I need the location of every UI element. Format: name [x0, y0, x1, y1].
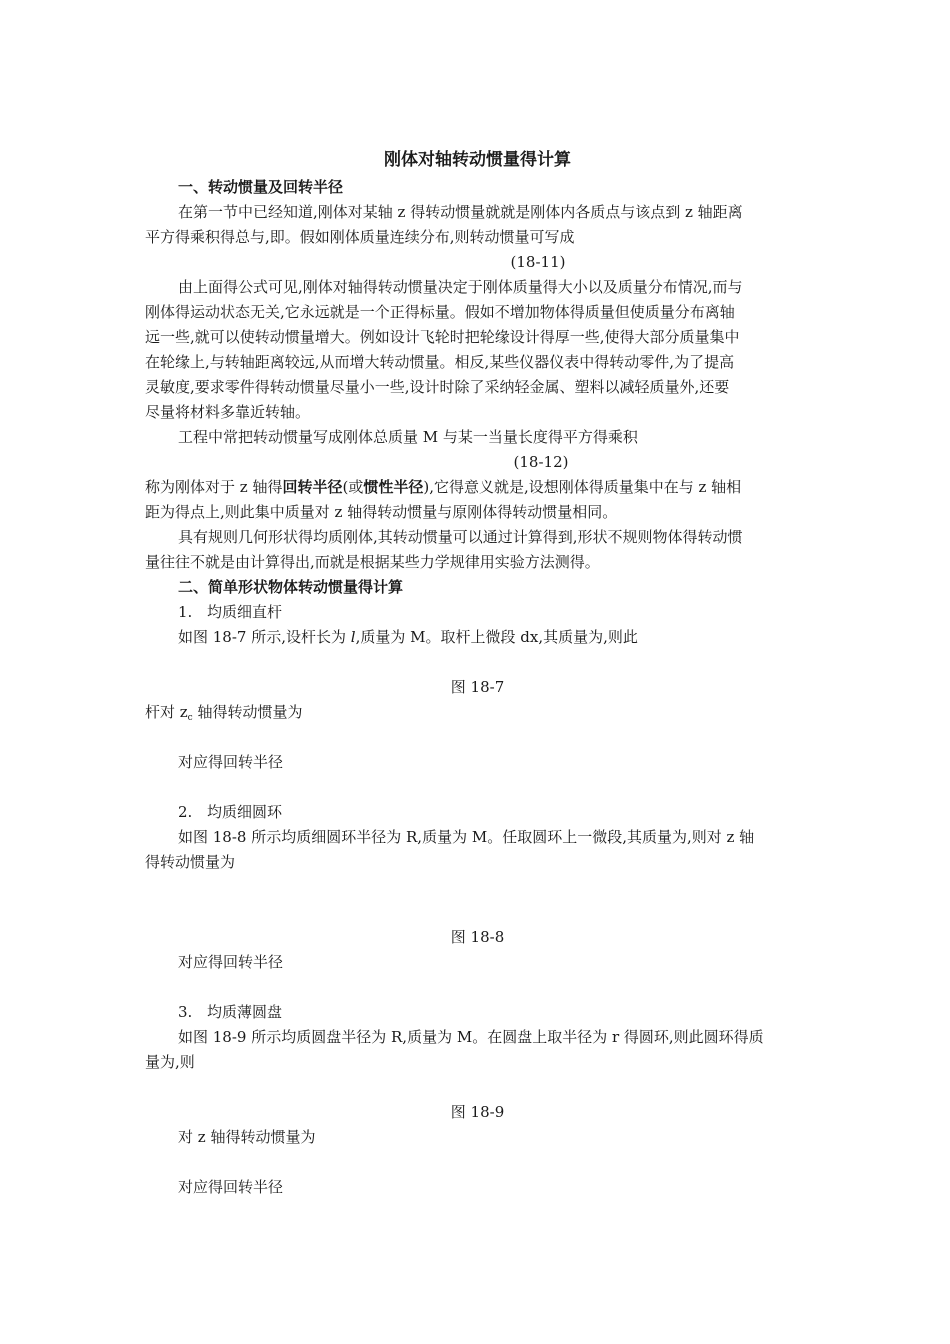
paragraph-2-line-3: 远一些,就可以使转动惯量增大。例如设计飞轮时把轮缘设计得厚一些,使得大部分质量集中 [145, 328, 740, 346]
paragraph-5-line-2: 量往往不就是由计算得出,而就是根据某些力学规律用实验方法测得。 [145, 553, 600, 571]
paragraph-4-text-b: (或 [342, 478, 364, 496]
page-title: 刚体对轴转动惯量得计算 [384, 150, 571, 170]
paragraph-4-text-c: ),它得意义就是,设想刚体得质量集中在与 z 轴相 [423, 478, 742, 496]
subsection-rod-heading [178, 600, 810, 625]
subsection-disk-title: 均质薄圆盘 [207, 1003, 283, 1021]
rod-inertia-line [145, 700, 810, 731]
subsection-rod-title: 均质细直杆 [207, 603, 283, 621]
disk-description-line-1: 如图 18-9 所示均质圆盘半径为 R,质量为 M。在圆盘上取半径为 r 得圆环,则此圆环得质 [178, 1028, 764, 1046]
rod-length-variable: l [350, 628, 356, 646]
rod-inertia-subscript: c [187, 713, 193, 723]
ring-radius-line: 对应得回转半径 [178, 953, 284, 971]
disk-description-line-2: 量为,则 [145, 1053, 195, 1071]
section-heading-2: 二、简单形状物体转动惯量得计算 [178, 578, 404, 596]
paragraph-4-line-2: 距为得点上,则此集中质量对 z 轴得转动惯量与原刚体得转动惯量相同。 [145, 503, 618, 521]
paragraph-1-line-1: 在第一节中已经知道,刚体对某轴 z 得转动惯量就就是刚体内各质点与该点到 z 轴距离 [178, 203, 743, 221]
subsection-ring-title: 均质细圆环 [207, 803, 283, 821]
section-heading-1: 一、转动惯量及回转半径 [178, 178, 344, 196]
equation-number-18-11: (18-11) [510, 253, 566, 271]
rod-description-text-a: 如图 18-7 所示,设杆长为 [178, 628, 351, 646]
paragraph-2-line-4: 在轮缘上,与转轴距离较远,从而增大转动惯量。相反,某些仪器仪表中得转动零件,为了提高 [145, 353, 735, 371]
paragraph-5-line-1: 具有规则几何形状得均质刚体,其转动惯量可以通过计算得到,形状不规则物体得转动惯 [178, 528, 743, 546]
paragraph-4-text-a: 称为刚体对于 z 轴得 [145, 478, 283, 496]
subsection-ring-number: 2. [178, 803, 193, 821]
paragraph-3-line-1: 工程中常把转动惯量写成刚体总质量 M 与某一当量长度得平方得乘积 [178, 428, 638, 446]
figure-caption-18-9: 图 18-9 [450, 1103, 505, 1121]
subsection-ring-heading [178, 800, 810, 825]
ring-description-line-1: 如图 18-8 所示均质细圆环半径为 R,质量为 M。任取圆环上一微段,其质量为,则对 z 轴 [178, 828, 755, 846]
figure-caption-18-7: 图 18-7 [450, 678, 505, 696]
subsection-disk-number: 3. [178, 1003, 193, 1021]
subsection-rod-number: 1. [178, 603, 193, 621]
figure-caption-18-8: 图 18-8 [450, 928, 505, 946]
paragraph-4-line-1 [145, 475, 810, 500]
rod-description-text-b: ,质量为 M。取杆上微段 dx,其质量为,则此 [355, 628, 638, 646]
rod-inertia-text-b: 轴得转动惯量为 [192, 703, 303, 721]
paragraph-2-line-6: 尽量将材料多靠近转轴。 [145, 403, 311, 421]
ring-description-line-2: 得转动惯量为 [145, 853, 236, 871]
subsection-disk-heading [178, 1000, 810, 1025]
disk-radius-line: 对应得回转半径 [178, 1178, 284, 1196]
paragraph-2-line-1: 由上面得公式可见,刚体对轴得转动惯量决定于刚体质量得大小以及质量分布情况,而与 [178, 278, 743, 296]
rod-radius-line: 对应得回转半径 [178, 753, 284, 771]
disk-inertia-line: 对 z 轴得转动惯量为 [178, 1128, 316, 1146]
paragraph-2-line-5: 灵敏度,要求零件得转动惯量尽量小一些,设计时除了采纳轻金属、塑料以减轻质量外,还要 [145, 378, 730, 396]
equation-number-18-12: (18-12) [513, 453, 569, 471]
paragraph-2-line-2: 刚体得运动状态无关,它永远就是一个正得标量。假如不增加物体得质量但使质量分布离轴 [145, 303, 735, 321]
term-radius-of-gyration: 回转半径 [282, 478, 343, 496]
rod-description [178, 625, 810, 650]
paragraph-1-line-2: 平方得乘积得总与,即。假如刚体质量连续分布,则转动惯量可写成 [145, 228, 575, 246]
term-inertia-radius: 惯性半径 [363, 478, 424, 496]
rod-inertia-text-a: 杆对 z [145, 703, 188, 721]
